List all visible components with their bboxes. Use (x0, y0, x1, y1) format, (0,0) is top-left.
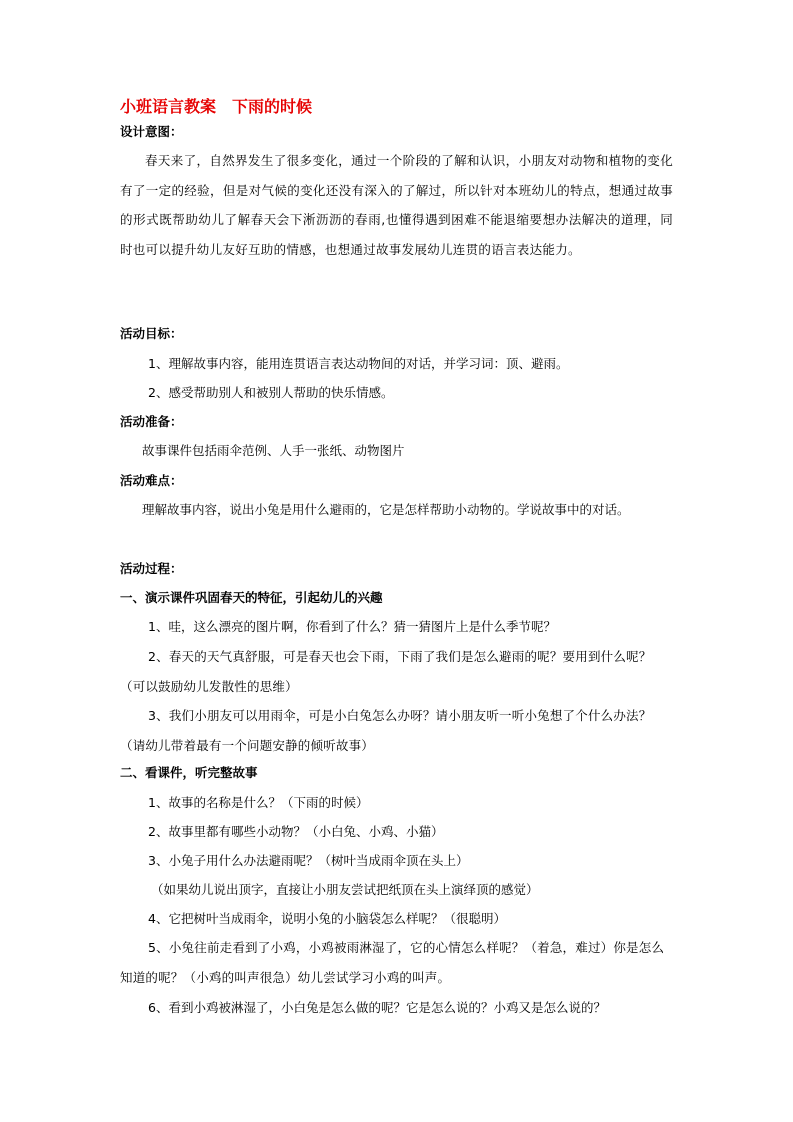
step1-question-3: 3、我们小朋友可以用雨伞，可是小白兔怎么办呀？请小朋友听一听小兔想了个什么办法？（请幼儿带着最有一个问题安静的倾听故事） (120, 708, 652, 753)
step2-question-5: 5、小兔往前走看到了小鸡，小鸡被雨淋湿了，它的心情怎么样呢？（着急，难过）你是怎么知道的呢？（小鸡的叫声很急）幼儿尝试学习小鸡的叫声。 (120, 940, 665, 985)
goal-item-2: 2、感受帮助别人和被别人帮助的快乐情感。 (148, 385, 394, 400)
document-title: 小班语言教案 下雨的时候 (120, 97, 313, 116)
activity-prep-text: 故事课件包括雨伞范例、人手一张纸、动物图片 (142, 443, 405, 458)
activity-difficulty-heading: 活动难点： (120, 473, 183, 488)
step2-heading: 二、看课件，听完整故事 (120, 765, 258, 780)
activity-goals-heading: 活动目标： (120, 326, 183, 341)
activity-process-heading: 活动过程： (120, 561, 183, 576)
step2-question-3: 3、小兔子用什么办法避雨呢？（树叶当成雨伞顶在头上） (148, 853, 469, 868)
activity-prep-heading: 活动准备： (120, 414, 183, 429)
step2-note: （如果幼儿说出顶字，直接让小朋友尝试把纸顶在头上演绎顶的感觉） (151, 882, 539, 897)
step1-question-2: 2、春天的天气真舒服，可是春天也会下雨，下雨了我们是怎么避雨的呢？要用到什么呢？（可以鼓励幼儿发散性的思维） (120, 649, 652, 694)
goal-item-1: 1、理解故事内容，能用连贯语言表达动物间的对话，并学习词：顶、避雨。 (148, 356, 569, 371)
step2-question-4: 4、它把树叶当成雨伞，说明小兔的小脑袋怎么样呢？（很聪明） (148, 911, 506, 926)
design-intent-heading: 设计意图： (120, 124, 183, 139)
step2-question-2: 2、故事里都有哪些小动物？（小白兔、小鸡、小猫） (148, 824, 444, 839)
step1-question-1: 1、哇，这么漂亮的图片啊，你看到了什么？猜一猜图片上是什么季节呢？ (148, 619, 556, 634)
activity-difficulty-text: 理解故事内容，说出小兔是用什么避雨的，它是怎样帮助小动物的。学说故事中的对话。 (142, 502, 630, 517)
step2-question-1: 1、故事的名称是什么？（下雨的时候） (148, 795, 369, 810)
step1-heading: 一、演示课件巩固春天的特征，引起幼儿的兴趣 (120, 590, 383, 605)
step2-question-6: 6、看到小鸡被淋湿了，小白兔是怎么做的呢？它是怎么说的？小鸡又是怎么说的？ (148, 1000, 606, 1015)
design-intent-paragraph: 春天来了，自然界发生了很多变化，通过一个阶段的了解和认识，小朋友对动物和植物的变化有了一定的经验，但是对气候的变化还没有深入的了解过，所以针对本班幼儿的特点，想通过故事的形式既帮助幼儿了解春天会下淅沥沥的春雨,也懂得遇到困难不能退缩要想办法解决的道理，同时也可以提升幼儿友好互助的情感，也想通过故事发展幼儿连贯的语言表达能力。 (120, 153, 673, 257)
